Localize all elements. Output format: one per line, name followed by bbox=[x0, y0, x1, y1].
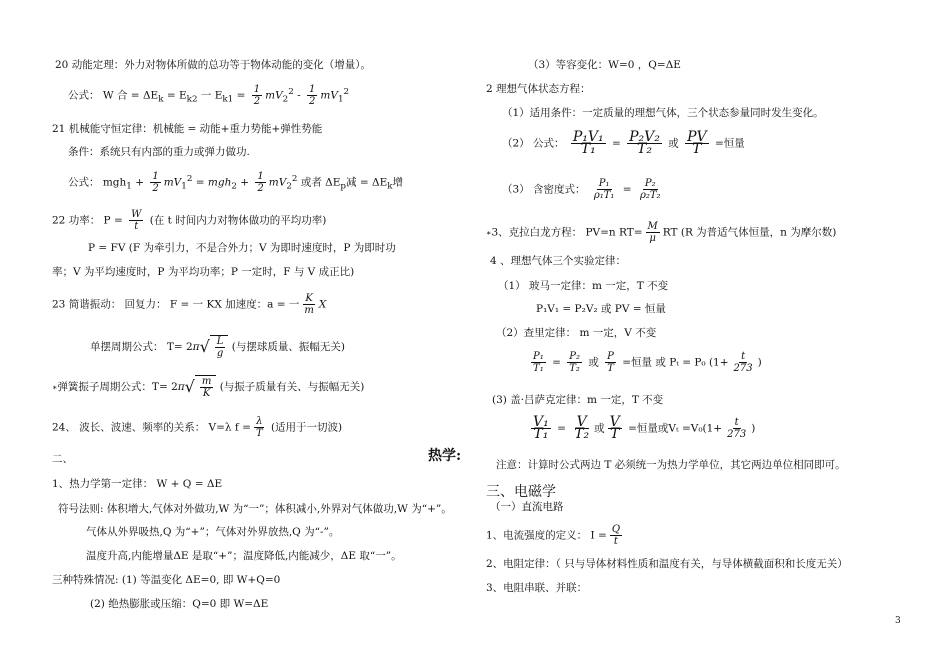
series-parallel-line: 3、电阻串联、并联： bbox=[486, 582, 588, 594]
gay-lussac-formula: $\frac{\text{V₁}}{\text{T₁}}$ = $\frac{V}{\text{T₂}}$ 或 $\frac{V}{T}$ =恒量或Vₜ =V₀(1+ $\frac{t}{273}$ ) bbox=[533, 414, 756, 442]
kinetic-formula: 公式： W 合 = $\Delta E_k = E_{k2}$ 一 $E_{k1}$ = $\frac{1}{2}$ $mV_2^2$ - $\frac{1}{2}$ $mV_1^2$ bbox=[68, 84, 350, 107]
heat-sign-line: 气体从外界吸热,Q 为“+”；气体对外界放热,Q 为“-”。 bbox=[86, 526, 340, 538]
ideal-gas-condition: （1）适用条件：一定质量的理想气体，三个状态参量同时发生变化。 bbox=[502, 107, 824, 119]
density-formula: （3） 含密度式： $\frac{\text{P₁}}{\text{ρ₁T₁}}$ = $\frac{\text{P₂}}{\text{ρ₂T₂}}$ bbox=[502, 178, 661, 201]
internal-energy-sign-line: 温度升高,内能增量ΔE 是取“+”；温度降低,内能减少，ΔE 取“一”。 bbox=[86, 550, 402, 562]
clapeyron-line: ∗3、克拉白龙方程： PV=n RT= $\frac{M}{\mu}$ RT (R 为普适气体恒量，n 为摩尔数) bbox=[486, 221, 837, 244]
isochoric-line: （3）等容变化：W=0 ，Q=ΔE bbox=[528, 59, 681, 71]
energy-conservation-line: 21 机械能守恒定律：机械能 = 动能+重力势能+弹性势能 bbox=[52, 123, 323, 135]
thermodynamics-heading: 热学: bbox=[428, 448, 462, 464]
gas-laws-heading: 4 、理想气体三个实验定律： bbox=[490, 255, 627, 267]
section-two-label: 二、 bbox=[52, 453, 73, 465]
ideal-gas-formula: （2） 公式： $\frac{\text{P₁V₁}}{\text{T₁}}$ = $\frac{\text{P₂V₂}}{\text{T₂}}$ 或 $\frac{PV}{T}$ =恒量 bbox=[502, 129, 745, 157]
kinetic-theorem-line: 20 动能定理：外力对物体所做的总功等于物体动能的变化（增量）。 bbox=[55, 59, 371, 71]
dc-circuit-subheading: （一）直流电路 bbox=[490, 501, 564, 513]
current-definition: 1、电流强度的定义： I = $\frac{Q}{t}$ bbox=[486, 524, 621, 547]
power-instant-line: P = FV (F 为牵引力，不是合外力；V 为即时速度时，P 为即时功 bbox=[88, 242, 396, 254]
page-number: 3 bbox=[895, 616, 901, 626]
energy-conservation-condition: 条件：系统只有内部的重力或弹力做功. bbox=[68, 146, 250, 158]
harmonic-motion-line: 23 简谐振动： 回复力： F = 一 KX 加速度：a = 一 $\frac{K}{m}$ X bbox=[52, 293, 327, 316]
ideal-gas-heading: 2 理想气体状态方程： bbox=[486, 83, 591, 95]
spring-oscillator-period: ∗弹簧振子周期公式：T= 2π √ $\frac{m}{K}$ (与振子质量有关、与振幅无关) bbox=[52, 376, 365, 399]
electromagnetism-heading: 三、电磁学 bbox=[486, 484, 556, 500]
boyle-law-line: （1） 玻马一定律：m 一定，T 不变 bbox=[498, 280, 669, 292]
special-cases-line: 三种特殊情况: (1) 等温变化 ΔE=0, 即 W+Q=0 bbox=[52, 574, 281, 586]
boyle-formula: P₁V₁ = P₂V₂ 或 PV = 恒量 bbox=[536, 303, 666, 315]
charles-law-line: （2）查里定律： m 一定，V 不变 bbox=[496, 327, 657, 339]
adiabatic-line: (2) 绝热膨胀或压缩：Q=0 即 W=ΔE bbox=[90, 598, 269, 610]
unit-note: 注意：计算时公式两边 T 必须统一为热力学单位，其它两边单位相同即可。 bbox=[496, 459, 846, 471]
sign-rule-line: 符号法则: 体积增大,气体对外做功,W 为“一”；体积减小,外界对气体做功,W 为“+”。 bbox=[58, 503, 452, 515]
energy-conservation-formula: 公式： mgh$_1$ + $\frac{1}{2}$ $mV_1^2 = mgh_2$ + $\frac{1}{2}$ $mV_2^2$ 或者 $\Delta E_p$减 = $\Delta E_k$增 bbox=[68, 171, 404, 194]
wave-relation: 24、 波长、波速、频率的关系： V=λ f = $\frac{\lambda}{T}$ (适用于一切波) bbox=[52, 416, 343, 439]
power-average-line: 率；V 为平均速度时，P 为平均功率；P 一定时，F 与 V 成正比) bbox=[52, 266, 355, 278]
charles-formula: $\frac{\text{P₁}}{\text{T₁}}$ = $\frac{\text{P₂}}{\text{T₂}}$ 或 $\frac{P}{T}$ =恒量 或 Pₜ = P₀ (1+ $\frac{t}{273}$ ) bbox=[533, 351, 762, 374]
gay-lussac-law-line: (3) 盖·吕萨克定律：m 一定，T 不变 bbox=[492, 394, 664, 406]
first-law-line: 1、热力学第一定律： W + Q = ΔE bbox=[52, 478, 223, 490]
pendulum-period: 单摆周期公式： T= 2π √ $\frac{L}{g}$ (与摆球质量、振幅无关) bbox=[90, 336, 345, 359]
resistance-law: 2、电阻定律：（ 只与导体材料性质和温度有关，与导体横截面积和长度无关） bbox=[486, 558, 848, 570]
power-formula: 22 功率： P = $\frac{W}{t}$ (在 t 时间内力对物体做功的平均功率) bbox=[52, 209, 327, 232]
